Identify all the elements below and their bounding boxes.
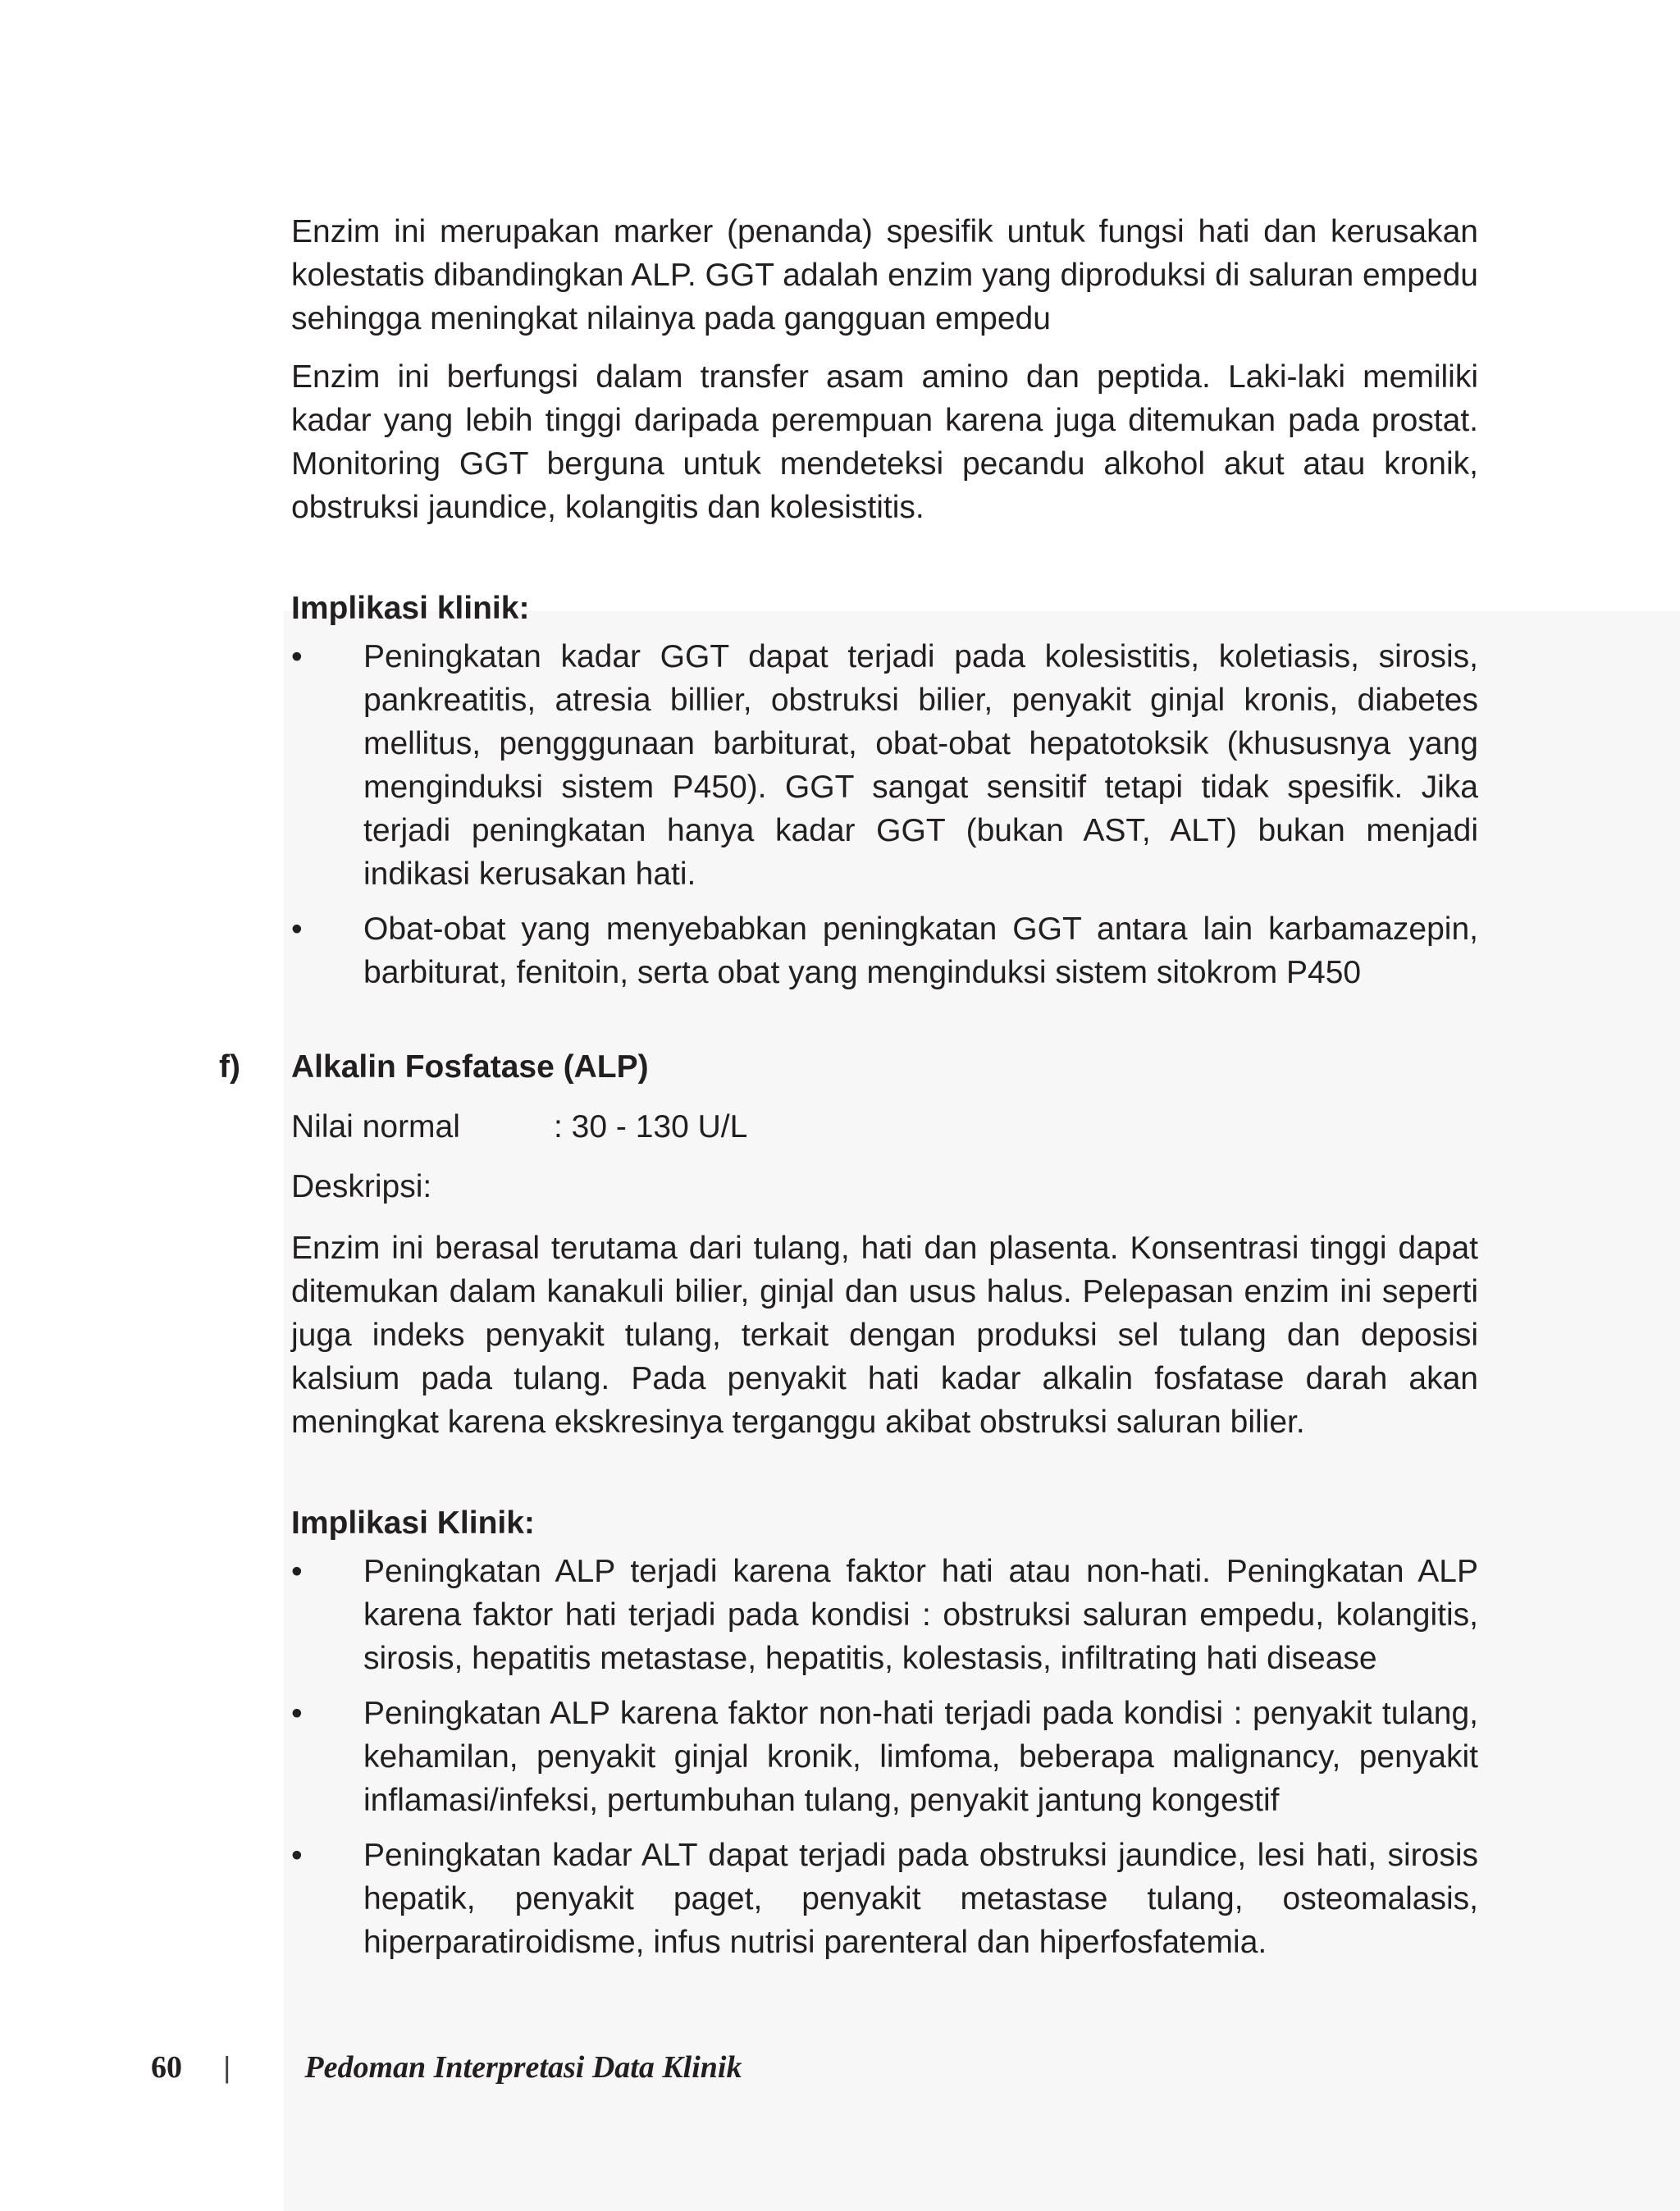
footer-separator: |: [223, 2050, 231, 2084]
description-label: Deskripsi:: [291, 1169, 432, 1204]
description-paragraph: Enzim ini berasal terutama dari tulang, hati dan plasenta. Konsentrasi tinggi dapat ditemukan dalam kanakuli bilier, ginjal dan usus halus. Pelepasan enzim ini seperti juga indeks penyakit tulang, terkait dengan produksi sel tulang dan deposisi kalsium pada tulang. Pada penyakit hati kadar alkalin fosfatase darah akan meningkat karena ekskresinya terganggu akibat obstruksi saluran bilier.: [291, 1231, 1478, 1440]
bullet-icon: •: [291, 1554, 303, 1589]
list-item: [291, 1834, 1478, 1964]
page-footer: [151, 2047, 742, 2088]
list-item-text: Obat-obat yang menyebabkan peningkatan GGT antara lain karbamazepin, barbiturat, fenitoin, serta obat yang menginduksi sistem sitokrom P450: [363, 911, 1478, 990]
list-item: [291, 635, 1478, 896]
list-item-text: Peningkatan kadar ALT dapat terjadi pada obstruksi jaundice, lesi hati, sirosis hepatik, penyakit paget, penyakit metastase tulang, osteomalasis, hiperparatiroidisme, infus nutrisi parenteral dan hiperfosfatemia.: [363, 1838, 1478, 1960]
list-item-text: Peningkatan kadar GGT dapat terjadi pada kolesistitis, koletiasis, sirosis, pankreatitis, atresia billier, obstruksi bilier, penyakit ginjal kronis, diabetes mellitus, pengggunaan barbiturat, obat-obat hepatotoksik (khususnya yang menginduksi sistem P450). GGT sangat sensitif tetapi tidak spesifik. Jika terjadi peningkatan hanya kadar GGT (bukan AST, ALT) bukan menjadi indikasi kerusakan hati.: [363, 639, 1478, 892]
list-item: [291, 1550, 1478, 1680]
list-item: [291, 1692, 1478, 1822]
ggt-implications-heading: Implikasi klinik:: [291, 591, 530, 626]
alp-section-title: [219, 1045, 1478, 1089]
alp-implications-heading: Implikasi Klinik:: [291, 1505, 535, 1541]
list-item: [291, 907, 1478, 994]
bullet-icon: •: [291, 639, 303, 674]
page-content: [219, 210, 1478, 1976]
intro-paragraph-1: Enzim ini merupakan marker (penanda) spesifik untuk fungsi hati dan kerusakan kolestatis dibandingkan ALP. GGT adalah enzim yang diproduksi di saluran empedu sehingga meningkat nilainya pada gangguan empedu: [291, 214, 1478, 336]
section-title-text: Alkalin Fosfatase (ALP): [291, 1049, 649, 1085]
page-number: 60: [151, 2050, 182, 2085]
ggt-implications-list: [291, 635, 1478, 994]
normal-value-row: [291, 1105, 1478, 1149]
normal-value: : 30 - 130 U/L: [554, 1109, 748, 1144]
list-item-text: Peningkatan ALP terjadi karena faktor hati atau non-hati. Peningkatan ALP karena faktor hati terjadi pada kondisi : obstruksi saluran empedu, kolangitis, sirosis, hepatitis metastase, hepatitis, kolestasis, infiltrating hati disease: [363, 1554, 1478, 1676]
bullet-icon: •: [291, 1838, 303, 1873]
book-title: Pedoman Interpretasi Data Klinik: [304, 2050, 742, 2085]
section-number: f): [219, 1049, 240, 1085]
normal-value-label: Nilai normal: [291, 1109, 460, 1144]
bullet-icon: •: [291, 1696, 303, 1731]
intro-paragraph-2: Enzim ini berfungsi dalam transfer asam amino dan peptida. Laki-laki memiliki kadar yang lebih tinggi daripada perempuan karena juga ditemukan pada prostat. Monitoring GGT berguna untuk mendeteksi pecandu alkohol akut atau kronik, obstruksi jaundice, kolangitis dan kolesistitis.: [291, 359, 1478, 525]
list-item-text: Peningkatan ALP karena faktor non-hati terjadi pada kondisi : penyakit tulang, kehamilan, penyakit ginjal kronik, limfoma, beberapa malignancy, penyakit inflamasi/infeksi, pertumbuhan tulang, penyakit jantung kongestif: [363, 1696, 1478, 1818]
bullet-icon: •: [291, 911, 303, 947]
alp-implications-list: [291, 1550, 1478, 1964]
